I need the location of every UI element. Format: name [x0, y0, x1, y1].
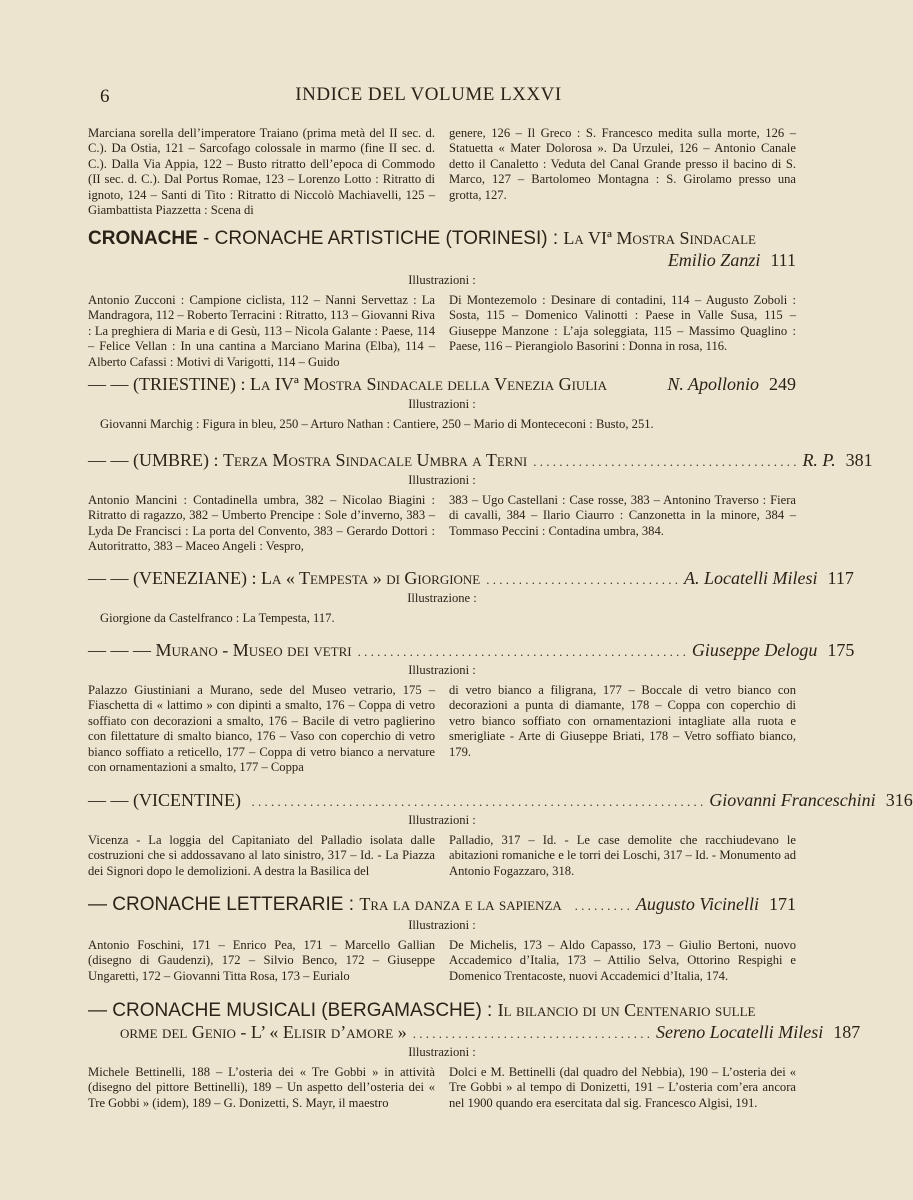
entry-heading	[88, 640, 855, 661]
illustrations-col-left: Palazzo Giustiniani a Murano, sede del Museo vetrario, 175 – Fiaschetta di « lattimo » con dipinti a smalto, 176 – Coppa di vetro soffiato con decorazioni a smalto, 176 – Bacile di vetro paglierino con filettature di smalto bianco, 176 – Vaso con coperchio di vetro bianco soffiato a reticello, 177 – Coppa di vetro bianco a nervature con ornamentazioni a smalto, 177 – Coppa	[88, 683, 435, 775]
entry-author: N. Apollonio	[667, 374, 759, 394]
entry-page: 381	[845, 450, 873, 470]
illustrations-label: Illustrazioni :	[408, 397, 476, 411]
entry-heading	[88, 894, 796, 916]
entry-vicentine	[88, 790, 913, 879]
entry-author-line	[88, 250, 796, 271]
illustrations-label: Illustrazioni :	[408, 473, 476, 487]
intro-col-left: Marciana sorella dell’imperatore Traiano (prima metà del II sec. d. C.). Da Ostia, 121 – Sarcofago colossale in marmo (fine II sec. d. C.). Dalla Via Appia, 122 – Busto ritratto dell’epoca di Commodo (II sec. d. C.). Dal Portus Romae, 123 – Lorenzo Lotto : Ritratto di ignoto, 124 – Santi di Tito : Ritratto di Niccolò Machiavelli, 125 – Giambattista Piazzetta : Scena di	[88, 126, 435, 218]
entry-page: 187	[833, 1022, 861, 1042]
illustrations-label: Illustrazioni :	[408, 273, 476, 287]
illustrations-col-left: Michele Bettinelli, 188 – L’osteria dei « Tre Gobbi » in attività (disegno del pittore Bettinelli), 189 – Un aspetto dell’osteria dei « Tre Gobbi » (idem), 189 – G. Donizetti, S. Mayr, il maestro	[88, 1065, 435, 1110]
entry-heading	[88, 568, 854, 589]
entry-author: Emilio Zanzi	[667, 250, 761, 270]
entry-subject: Il bilancio di un Centenario sulle	[497, 1000, 756, 1020]
leader-dots: . . . . . . . . .	[574, 898, 630, 913]
leader-dots: . . . . . . . . . . . . . . . . . . . . . . . . . . . . . .	[486, 572, 678, 587]
entry-heading	[88, 228, 796, 250]
entry-murano	[88, 640, 855, 775]
illustrations-col-right: di vetro bianco a filigrana, 177 – Boccale di vetro bianco con decorazioni a punta di diamante, 178 – Coppa con coperchio di vetro bianco soffiato con ornamentazioni intagliate alla ruota e smerigliate - Arte di Giuseppe Briati, 178 – Vetro soffiato bianco, 179.	[449, 683, 796, 759]
illustrations-label: Illustrazione :	[407, 591, 477, 605]
illustrations-text: Giorgione da Castelfranco : La Tempesta, 117.	[100, 611, 335, 625]
entry-letterarie	[88, 894, 796, 984]
illustrations-col-right: 383 – Ugo Castellani : Case rosse, 383 – Antonino Traverso : Fiera di cavalli, 384 – Ilario Ciaurro : Canzonetta in la minore, 384 – Tommaso Peccini : Contadina umbra, 384.	[449, 493, 796, 538]
section-title: — CRONACHE LETTERARIE :	[88, 894, 360, 915]
section-title: — CRONACHE MUSICALI (BERGAMASCHE) :	[88, 1000, 498, 1021]
entry-subject: Murano - Museo dei vetri	[155, 640, 352, 660]
entry-subject: La IVª Mostra Sindacale della Venezia Giulia	[249, 374, 607, 394]
illustrations-col-right: Di Montezemolo : Desinare di contadini, 114 – Augusto Zoboli : Sosta, 115 – Domenico Valinotti : Paese in Valle Susa, 115 – Giuseppe Manzone : L’aja soleggiata, 115 – Massimo Quaglino : Paese, 116 – Pierangiolo Basorini : Donna in rosa, 116.	[449, 293, 796, 354]
section-title: — — (VICENTINE)	[88, 790, 246, 810]
section-title: — — (VENEZIANE) :	[88, 568, 261, 588]
leader-dots: . . . . . . . . . . . . . . . . . . . . . . . . . . . . . . . . . . . . . . . . . . . . . . . . . . .	[357, 644, 686, 659]
section-title: — — (TRIESTINE) :	[88, 374, 250, 394]
illustrations-label: Illustrazioni :	[408, 1045, 476, 1059]
illustrations-col-right: Dolci e M. Bettinelli (dal quadro del Nebbia), 190 – L’osteria dei « Tre Gobbi » al tempo di Donizetti, 191 – L’osteria com’era ancora nel 1900 quando era esercitata dal sig. Francesco Algisi, 191.	[449, 1065, 796, 1110]
page-number: 6	[100, 86, 110, 107]
entry-heading-cont	[88, 1022, 861, 1043]
entry-subject: La VIª Mostra Sindacale	[563, 228, 756, 248]
entry-triestine	[88, 374, 796, 432]
entry-author: Giovanni Franceschini	[709, 790, 876, 810]
illustrations-col-left: Vicenza - La loggia del Capitaniato del Palladio isolata dalle costruzioni che si addossavano al lato sinistro, 317 – Id. - La Piazza dei Signori dopo le demolizioni. A destra la Basilica del	[88, 833, 435, 878]
entry-page: 316	[885, 790, 913, 810]
entry-subject: La « Tempesta » di Giorgione	[260, 568, 481, 588]
page-title: INDICE DEL VOLUME LXXVI	[295, 84, 562, 105]
entry-author: R. P.	[802, 450, 836, 470]
entry-page: 175	[827, 640, 855, 660]
illustrations-text: Giovanni Marchig : Figura in bleu, 250 – Arturo Nathan : Cantiere, 250 – Mario di Montececoni : Busto, 251.	[100, 417, 654, 431]
section-lead: CRONACHE	[88, 228, 198, 249]
section-title: — — (UMBRE) :	[88, 450, 223, 470]
entry-heading	[88, 450, 873, 471]
entry-subject: Terza Mostra Sindacale Umbra a Terni	[223, 450, 528, 470]
leader-dots: . . . . . . . . . . . . . . . . . . . . . . . . . . . . . . . . . . . . . . . . .	[533, 454, 797, 469]
entry-torinesi	[88, 228, 796, 370]
entry-heading	[88, 1000, 796, 1022]
entry-subject: Tra la danza e la sapienza	[359, 894, 562, 914]
entry-heading	[88, 790, 913, 811]
illustrations-label: Illustrazioni :	[408, 813, 476, 827]
illustrations-col-left: Antonio Mancini : Contadinella umbra, 382 – Nicolao Biagini : Ritratto di ragazzo, 382 – Umberto Prencipe : Sole d’inverno, 383 – Lyda De Francisci : La porta del Convento, 383 – Gerardo Dottori : Autoritratto, 383 – Maceo Angeli : Vespro,	[88, 493, 435, 554]
entry-subject-cont: orme del Genio - L’ « Elisir d’amore »	[120, 1022, 407, 1042]
entry-page: 111	[770, 250, 796, 270]
illustrations-col-left: Antonio Foschini, 171 – Enrico Pea, 171 – Marcello Gallian (disegno di Gaudenzi), 172 – Silvio Benco, 172 – Giuseppe Ungaretti, 172 – Giovanni Titta Rosa, 173 – Eurialo	[88, 938, 435, 983]
entry-author: Augusto Vicinelli	[635, 894, 759, 914]
entry-page: 117	[827, 568, 854, 588]
entry-page: 249	[769, 374, 796, 394]
entry-page: 171	[769, 894, 796, 914]
illustrations-col-right: De Michelis, 173 – Aldo Capasso, 173 – Giulio Bertoni, nuovo Accademico d’Italia, 173 – Attilio Selva, Ottorino Respighi e Domenico Trentacoste, nuovi Accademici d’Italia, 174.	[449, 938, 796, 983]
entry-umbre	[88, 450, 873, 555]
illustrations-label: Illustrazioni :	[408, 918, 476, 932]
illustrations-col-right: Palladio, 317 – Id. - Le case demolite che racchiudevano le abitazioni romaniche e le torri dei Loschi, 317 – Id. - Monumento ad Antonio Fogazzaro, 318.	[449, 833, 796, 878]
intro-col-right: genere, 126 – Il Greco : S. Francesco medita sulla morte, 126 – Statuetta « Mater Dolorosa ». Da Urzulei, 126 – Antonio Canale detto il Canaletto : Veduta del Canal Grande presso il bacino di S. Marco, 127 – Bartolomeo Montagna : S. Girolamo presso una grotta, 127.	[449, 126, 796, 202]
entry-heading	[88, 374, 796, 395]
entry-veneziane	[88, 568, 854, 626]
leader-dots: . . . . . . . . . . . . . . . . . . . . . . . . . . . . . . . . . . . . . . . . . . . . . . . . . . . . . . . . . . . . . . . . . . . . . .	[251, 794, 704, 809]
illustrations-label: Illustrazioni :	[408, 663, 476, 677]
intro-block	[88, 126, 796, 218]
entry-author: A. Locatelli Milesi	[684, 568, 818, 588]
entry-author: Giuseppe Delogu	[691, 640, 818, 660]
leader-dots: . . . . . . . . . . . . . . . . . . . . . . . . . . . . . . . . . . . . .	[412, 1026, 650, 1041]
section-title: - CRONACHE ARTISTICHE (TORINESI) :	[197, 228, 564, 249]
section-title: — — —	[88, 640, 156, 660]
entry-musicali	[88, 1000, 861, 1111]
entry-author: Sereno Locatelli Milesi	[655, 1022, 824, 1042]
illustrations-col-left: Antonio Zucconi : Campione ciclista, 112 – Nanni Servettaz : La Mandragora, 112 – Roberto Terracini : Ritratto, 113 – Giovanni Riva : La preghiera di Maria e di Gesù, 113 – Nicola Galante : Paese, 114 – Felice Vellan : In una cantina a Marciano Marina (Elba), 114 – Alberto Cafassi : Motivi di Varigotti, 114 – Guido	[88, 293, 436, 369]
